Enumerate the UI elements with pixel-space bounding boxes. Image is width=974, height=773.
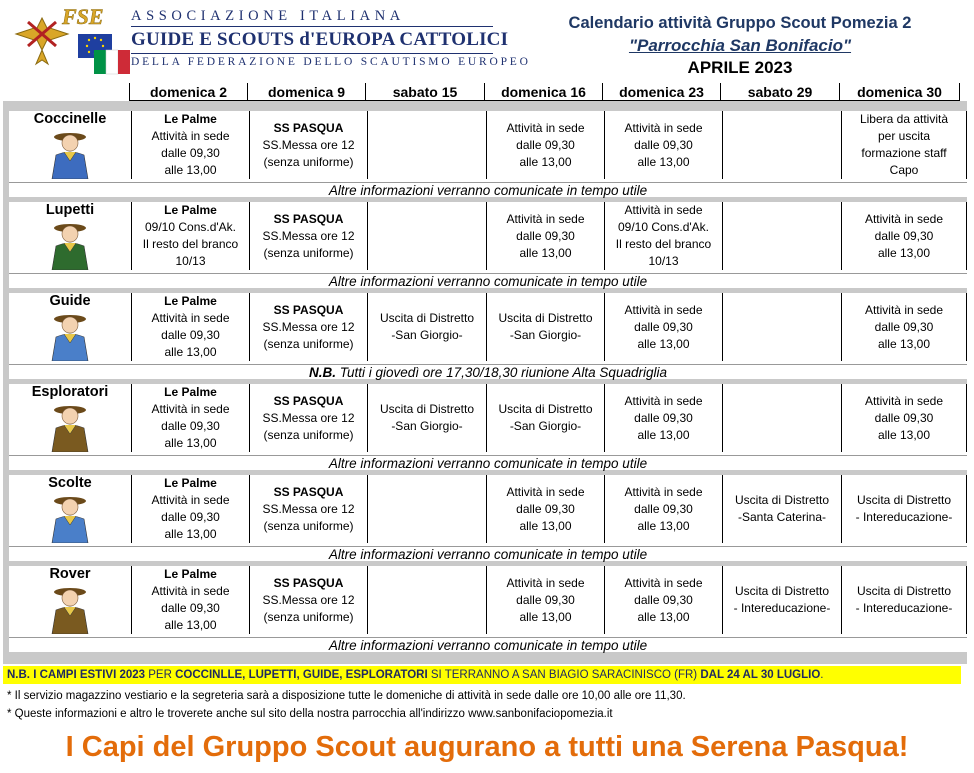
cell-line: Il resto del branco — [615, 237, 712, 251]
cell-line: SS.Messa ore 12 — [262, 137, 355, 152]
summer-camp-notice — [3, 666, 961, 684]
unit-note — [9, 364, 967, 379]
cell-line: dalle 09,30 — [516, 228, 575, 243]
rover-figure-icon — [30, 584, 110, 634]
cell-line: dalle 09,30 — [634, 501, 693, 516]
cell-line: Uscita di Distretto — [734, 584, 830, 598]
cell-line: SS.Messa ore 12 — [262, 319, 355, 334]
cell-line: Attività in sede — [151, 493, 230, 507]
cell-line: Uscita di Distretto — [734, 493, 830, 507]
day-cell — [723, 202, 842, 270]
column-header: domenica 30 — [839, 83, 960, 101]
cell-line: -San Giorgio- — [391, 328, 463, 342]
unit-section-coccinelle — [9, 111, 967, 197]
cell-line: Attività in sede — [624, 120, 703, 135]
day-cell — [842, 111, 967, 179]
cell-line: dalle 09,30 — [161, 510, 220, 524]
unit-cell — [9, 475, 132, 543]
cell-line: - Intereducazione- — [855, 510, 953, 524]
cell-line: dalle 09,30 — [634, 137, 693, 152]
unit-note — [9, 637, 967, 652]
cell-line: Capo — [889, 163, 919, 177]
cross-icon — [16, 18, 68, 64]
column-header: sabato 15 — [365, 83, 485, 101]
unit-section-guide — [9, 293, 967, 379]
unit-name: Rover — [49, 566, 91, 582]
cell-line: alle 13,00 — [164, 436, 217, 450]
cell-line: SS PASQUA — [273, 575, 344, 590]
day-cell — [487, 384, 605, 452]
cell-line: SS.Messa ore 12 — [262, 228, 355, 243]
unit-note — [9, 455, 967, 470]
cell-line: SS PASQUA — [273, 393, 344, 408]
guide-figure-icon — [30, 311, 110, 361]
day-cell — [723, 475, 842, 543]
assoc-line3: DELLA FEDERAZIONE DELLO SCAUTISMO EUROPEO — [131, 56, 531, 68]
cell-line: - Intereducazione- — [733, 601, 831, 615]
day-cell — [605, 566, 723, 634]
day-cell — [132, 475, 250, 543]
day-cell — [250, 475, 368, 543]
cell-line: Le Palme — [164, 203, 217, 217]
day-cell — [605, 111, 723, 179]
cell-line: Attività in sede — [864, 302, 944, 317]
column-header: domenica 2 — [129, 83, 248, 101]
unit-note — [9, 182, 967, 197]
cell-line: formazione staff — [861, 146, 947, 160]
cell-line: alle 13,00 — [164, 527, 217, 541]
unit-name: Coccinelle — [33, 111, 107, 127]
unit-name: Lupetti — [45, 202, 95, 218]
cell-line: dalle 09,30 — [634, 319, 693, 334]
ranger-figure-icon — [30, 493, 110, 543]
notice-part: COCCINLLE, LUPETTI, GUIDE, ESPLORATORI — [175, 669, 428, 681]
cell-line: Attività in sede — [151, 311, 230, 325]
calendar-subtitle: "Parrocchia San Bonifacio" — [628, 36, 852, 55]
cell-line: (senza uniforme) — [263, 609, 354, 624]
day-cell — [132, 384, 250, 452]
cell-line: Attività in sede — [151, 129, 230, 143]
day-cell — [842, 293, 967, 361]
day-cell — [368, 202, 487, 270]
cell-line: Attività in sede — [624, 393, 703, 408]
cell-line: SS.Messa ore 12 — [262, 410, 355, 425]
column-header: domenica 23 — [602, 83, 721, 101]
notice-part: PER — [145, 669, 176, 681]
note-text: Altre informazioni verranno comunicate in tempo utile — [328, 183, 648, 198]
cell-line: (senza uniforme) — [263, 427, 354, 442]
day-cell — [250, 384, 368, 452]
footnote-website: * Queste informazioni e altro le troverete anche sul sito della nostra parrocchia all'indirizzo www.sanbonifaciopomezia.it — [7, 708, 613, 720]
cell-line: Uscita di Distretto — [856, 493, 952, 507]
notice-part: N.B. I CAMPI ESTIVI 2023 — [7, 669, 146, 681]
cell-line: alle 13,00 — [519, 154, 572, 169]
cell-line: per uscita — [877, 129, 931, 143]
cell-line: Libera da attività — [859, 112, 949, 126]
cell-line: dalle 09,30 — [161, 419, 220, 433]
cell-line: -San Giorgio- — [509, 419, 582, 433]
cell-line: alle 13,00 — [637, 518, 690, 533]
day-cell — [368, 293, 487, 361]
day-cell — [723, 293, 842, 361]
cell-line: Le Palme — [164, 476, 217, 490]
cell-line: 09/10 Cons.d'Ak. — [617, 220, 709, 234]
cell-line: SS.Messa ore 12 — [262, 592, 355, 607]
cell-line: dalle 09,30 — [161, 146, 220, 160]
column-header: domenica 16 — [484, 83, 603, 101]
cell-line: Attività in sede — [151, 402, 230, 416]
cell-line: (senza uniforme) — [263, 336, 354, 351]
cell-line: SS PASQUA — [273, 484, 344, 499]
easter-greeting: I Capi del Gruppo Scout augurano a tutti una Serena Pasqua! — [65, 731, 909, 763]
unit-name: Esploratori — [31, 384, 109, 400]
unit-cell — [9, 566, 132, 634]
cell-line: alle 13,00 — [877, 336, 931, 351]
day-cell — [723, 566, 842, 634]
cell-line: (senza uniforme) — [263, 154, 354, 169]
cell-line: dalle 09,30 — [634, 592, 693, 607]
cell-line: alle 13,00 — [877, 427, 931, 442]
cell-line: alle 13,00 — [519, 245, 572, 260]
scout-figure-icon — [30, 402, 110, 452]
footnote-warehouse: * Il servizio magazzino vestiario e la segreteria sarà a disposizione tutte le domeniche di attività in sede dalle ore 10,00 alle ore 11,30. — [7, 690, 686, 702]
cell-line: Attività in sede — [624, 203, 703, 217]
unit-section-scolte — [9, 475, 967, 561]
cell-line: dalle 09,30 — [874, 228, 934, 243]
calendar-title: Calendario attività Gruppo Scout Pomezia 2 — [568, 14, 912, 32]
cell-line: SS PASQUA — [273, 302, 344, 317]
notice-part: DAL 24 AL 30 LUGLIO — [700, 669, 821, 681]
cell-line: (senza uniforme) — [263, 245, 354, 260]
day-cell — [132, 566, 250, 634]
cell-line: 09/10 Cons.d'Ak. — [144, 220, 236, 234]
cell-line: 10/13 — [175, 254, 206, 268]
unit-note — [9, 546, 967, 561]
unit-cell — [9, 293, 132, 361]
cell-line: dalle 09,30 — [161, 328, 220, 342]
day-cell — [723, 384, 842, 452]
cell-line: dalle 09,30 — [516, 137, 575, 152]
assoc-line2: GUIDE E SCOUTS d'EUROPA CATTOLICI — [131, 26, 493, 54]
cell-line: dalle 09,30 — [874, 410, 934, 425]
day-cell — [132, 111, 250, 179]
cell-line: Attività in sede — [624, 302, 703, 317]
cell-line: Uscita di Distretto — [856, 584, 952, 598]
cub-scout-figure-icon — [30, 220, 110, 270]
cell-line: Attività in sede — [151, 584, 230, 598]
italy-flag-icon — [94, 50, 130, 74]
cell-line: -Santa Caterina- — [737, 510, 827, 524]
day-cell — [250, 293, 368, 361]
day-cell — [605, 202, 723, 270]
logo-text: FSE — [62, 4, 104, 29]
cell-line: - Intereducazione- — [855, 601, 953, 615]
cell-line: dalle 09,30 — [874, 319, 934, 334]
notice-part: SI TERRANNO A SAN BIAGIO SARACINISCO (FR) — [427, 669, 701, 681]
column-header: sabato 29 — [720, 83, 840, 101]
cell-line: alle 13,00 — [637, 427, 690, 442]
cell-line: Le Palme — [164, 567, 217, 581]
day-cell — [487, 293, 605, 361]
cell-line: Attività in sede — [506, 211, 585, 226]
day-cell — [250, 202, 368, 270]
cell-line: SS PASQUA — [273, 211, 344, 226]
girl-scout-figure-icon — [30, 129, 110, 179]
cell-line: alle 13,00 — [519, 609, 572, 624]
cell-line: alle 13,00 — [637, 609, 690, 624]
unit-name: Guide — [49, 293, 91, 309]
unit-cell — [9, 384, 132, 452]
cell-line: 10/13 — [648, 254, 679, 268]
cell-line: SS PASQUA — [273, 120, 344, 135]
unit-section-rover — [9, 566, 967, 652]
cell-line: Attività in sede — [624, 575, 703, 590]
note-text: Altre informazioni verranno comunicate in tempo utile — [328, 547, 648, 562]
unit-note — [9, 273, 967, 288]
cell-line: dalle 09,30 — [516, 592, 575, 607]
association-name — [131, 8, 531, 70]
cell-line: Uscita di Distretto — [379, 311, 475, 325]
cell-line: Uscita di Distretto — [498, 402, 593, 416]
day-cell — [487, 566, 605, 634]
cell-line: alle 13,00 — [637, 154, 690, 169]
unit-section-esploratori — [9, 384, 967, 470]
cell-line: Le Palme — [164, 294, 217, 308]
day-cell — [842, 202, 967, 270]
cell-line: Il resto del branco — [142, 237, 239, 251]
cell-line: -San Giorgio- — [509, 328, 582, 342]
cell-line: Le Palme — [164, 112, 217, 126]
day-cell — [368, 566, 487, 634]
day-cell — [842, 566, 967, 634]
unit-cell — [9, 202, 132, 270]
day-cell — [368, 384, 487, 452]
day-cell — [132, 202, 250, 270]
cell-line: alle 13,00 — [164, 618, 217, 632]
calendar-grid — [3, 101, 967, 664]
day-cell — [842, 475, 967, 543]
day-cell — [250, 111, 368, 179]
cell-line: alle 13,00 — [164, 345, 217, 359]
cell-line: Attività in sede — [506, 120, 585, 135]
cell-line: (senza uniforme) — [263, 518, 354, 533]
day-cell — [132, 293, 250, 361]
fse-logo — [8, 4, 133, 78]
cell-line: Uscita di Distretto — [379, 402, 475, 416]
cell-line: alle 13,00 — [519, 518, 572, 533]
day-cell — [605, 384, 723, 452]
cell-line: -San Giorgio- — [391, 419, 463, 433]
cell-line: Le Palme — [164, 385, 217, 399]
day-cell — [368, 111, 487, 179]
unit-section-lupetti — [9, 202, 967, 288]
cell-line: Attività in sede — [624, 484, 703, 499]
day-cell — [723, 111, 842, 179]
cell-line: Attività in sede — [506, 575, 585, 590]
cell-line: Attività in sede — [864, 393, 944, 408]
assoc-line1: ASSOCIAZIONE ITALIANA — [131, 8, 405, 24]
cell-line: alle 13,00 — [877, 245, 931, 260]
note-text: Altre informazioni verranno comunicate in tempo utile — [328, 456, 648, 471]
day-cell — [605, 293, 723, 361]
day-cell — [605, 475, 723, 543]
note-text: Altre informazioni verranno comunicate in tempo utile — [328, 274, 648, 289]
cell-line: Uscita di Distretto — [498, 311, 593, 325]
cell-line: dalle 09,30 — [161, 601, 220, 615]
day-cell — [487, 475, 605, 543]
cell-line: dalle 09,30 — [516, 501, 575, 516]
cell-line: dalle 09,30 — [634, 410, 693, 425]
cell-line: SS.Messa ore 12 — [262, 501, 355, 516]
unit-cell — [9, 111, 132, 179]
unit-name: Scolte — [48, 475, 92, 491]
calendar-month: APRILE 2023 — [687, 58, 793, 77]
note-text: Altre informazioni verranno comunicate in tempo utile — [328, 638, 648, 653]
note-prefix: N.B. — [309, 365, 340, 380]
day-cell — [368, 475, 487, 543]
cell-line: Attività in sede — [506, 484, 585, 499]
day-cell — [842, 384, 967, 452]
note-text: Tutti i giovedì ore 17,30/18,30 riunione Alta Squadriglia — [339, 365, 667, 380]
day-cell — [487, 202, 605, 270]
cell-line: alle 13,00 — [637, 336, 690, 351]
day-cell — [250, 566, 368, 634]
column-header: domenica 9 — [247, 83, 366, 101]
day-cell — [487, 111, 605, 179]
cell-line: alle 13,00 — [164, 163, 217, 177]
cell-line: Attività in sede — [864, 211, 944, 226]
notice-part: . — [820, 669, 824, 681]
